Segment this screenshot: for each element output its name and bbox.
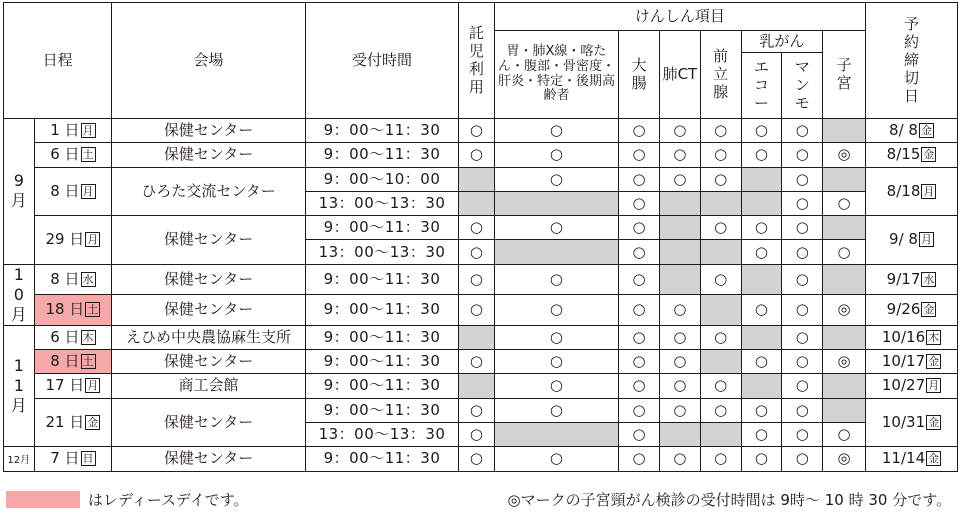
lady-day-legend-text: はレディースデイです。 (88, 491, 249, 509)
checkup-mark-cell: ○ (700, 447, 741, 471)
weekday-badge: 月 (87, 379, 99, 393)
date-cell (34, 167, 112, 216)
header-prostate (700, 31, 741, 119)
deadline-weekday-badge: 金 (928, 355, 940, 369)
deadline-date: 8/ 8 (889, 121, 918, 140)
venue-cell: 商工会館 (112, 374, 306, 398)
checkup-mark-cell: ○ (494, 447, 618, 471)
checkup-mark-cell: ○ (619, 167, 660, 191)
month-label: 9月 (10, 171, 27, 211)
time-cell: 9：00〜11：30 (305, 350, 458, 374)
checkup-mark-cell: ○ (823, 422, 866, 446)
checkup-mark-cell (823, 167, 866, 191)
deadline-cell (866, 447, 958, 471)
deadline-date: 8/18 (886, 181, 921, 200)
date-label: 18 日 (45, 300, 85, 319)
weekday-badge: 月 (87, 233, 99, 247)
checkup-mark-cell: ○ (700, 325, 741, 349)
checkup-mark-cell: ○ (782, 325, 823, 349)
checkup-mark-cell: ○ (459, 240, 495, 264)
header-childcare (459, 3, 495, 119)
checkup-mark-cell: ○ (700, 119, 741, 143)
checkup-mark-cell (823, 374, 866, 398)
checkup-mark-cell (659, 264, 700, 295)
deadline-weekday-badge: 金 (920, 124, 932, 138)
checkup-mark-cell (700, 191, 741, 215)
checkup-mark-cell (741, 325, 782, 349)
checkup-mark-cell (823, 325, 866, 349)
header-time: 受付時間 (305, 3, 458, 119)
checkup-mark-cell: ○ (782, 264, 823, 295)
lady-day-swatch (6, 491, 80, 508)
checkup-mark-cell: ○ (459, 264, 495, 295)
checkup-mark-cell: ○ (741, 143, 782, 167)
checkup-mark-cell: ○ (741, 119, 782, 143)
checkup-mark-cell (741, 191, 782, 215)
deadline-date: 8/15 (886, 145, 921, 164)
deadline-weekday-badge: 月 (920, 233, 932, 247)
month-cell (4, 447, 35, 471)
deadline-weekday-badge: 水 (923, 272, 935, 286)
weekday-badge: 日 (82, 452, 94, 466)
deadline-weekday-badge: 金 (928, 452, 940, 466)
time-cell: 9：00〜11：30 (305, 398, 458, 422)
deadline-weekday-badge: 金 (928, 415, 940, 429)
month-label: 11月 (10, 356, 27, 416)
date-cell (34, 119, 112, 143)
table-row (4, 119, 958, 143)
header-breast-group: 乳がん (741, 31, 823, 53)
checkup-mark-cell: ○ (619, 295, 660, 326)
header-uterus (823, 31, 866, 119)
checkup-mark-cell: ○ (782, 398, 823, 422)
deadline-date: 10/16 (881, 327, 926, 346)
checkup-mark-cell (659, 422, 700, 446)
checkup-mark-cell: ○ (494, 374, 618, 398)
checkup-mark-cell (459, 191, 495, 215)
checkup-mark-cell: ○ (619, 350, 660, 374)
time-cell: 13：00〜13：30 (305, 191, 458, 215)
checkup-mark-cell (823, 119, 866, 143)
header-deadline-label: 予約締切日 (904, 15, 920, 106)
checkup-mark-cell (823, 398, 866, 422)
deadline-cell (866, 216, 958, 265)
weekday-badge: 土 (82, 355, 94, 369)
date-label: 6 日 (50, 327, 80, 346)
deadline-date: 9/ 8 (889, 230, 918, 249)
date-cell (34, 216, 112, 265)
checkup-mark-cell: ○ (619, 374, 660, 398)
header-stomach-etc: 胃・肺X線・喀たん・腹部・骨密度・肝炎・特定・後期高齢者 (494, 31, 618, 119)
deadline-cell (866, 119, 958, 143)
venue-cell: ひろた交流センター (112, 167, 306, 216)
time-cell: 13：00〜13：30 (305, 240, 458, 264)
checkup-mark-cell: ○ (494, 216, 618, 240)
checkup-mark-cell: ○ (700, 167, 741, 191)
weekday-badge: 金 (87, 415, 99, 429)
checkup-mark-cell: ○ (494, 295, 618, 326)
checkup-mark-cell: ○ (459, 350, 495, 374)
checkup-mark-cell: ○ (494, 119, 618, 143)
venue-cell: えひめ中央農協麻生支所 (112, 325, 306, 349)
date-label: 8 日 (50, 352, 80, 371)
checkup-mark-cell: ○ (700, 374, 741, 398)
checkup-mark-cell: ○ (741, 447, 782, 471)
checkup-mark-cell: ○ (782, 119, 823, 143)
time-cell: 9：00〜11：30 (305, 374, 458, 398)
date-cell (34, 264, 112, 295)
weekday-badge: 土 (87, 303, 99, 317)
checkup-mark-cell (459, 374, 495, 398)
venue-cell: 保健センター (112, 447, 306, 471)
checkup-mark-cell: ○ (619, 143, 660, 167)
date-label: 29 日 (45, 230, 85, 249)
checkup-mark-cell: ○ (700, 216, 741, 240)
deadline-weekday-badge: 金 (923, 148, 935, 162)
checkup-mark-cell (459, 325, 495, 349)
checkup-mark-cell: ○ (459, 143, 495, 167)
header-mammo (782, 53, 823, 119)
venue-cell: 保健センター (112, 295, 306, 326)
checkup-mark-cell (494, 191, 618, 215)
checkup-mark-cell: ○ (659, 325, 700, 349)
header-checkup-group: けんしん項目 (494, 3, 865, 31)
checkup-mark-cell: ○ (619, 398, 660, 422)
date-label: 6 日 (50, 145, 80, 164)
checkup-mark-cell: ○ (700, 264, 741, 295)
venue-cell: 保健センター (112, 398, 306, 447)
checkup-mark-cell (659, 240, 700, 264)
date-cell (34, 350, 112, 374)
table-row (4, 325, 958, 349)
checkup-mark-cell: ◎ (823, 143, 866, 167)
deadline-weekday-badge: 木 (928, 330, 940, 344)
checkup-mark-cell: ◎ (823, 295, 866, 326)
checkup-mark-cell: ○ (782, 240, 823, 264)
time-cell: 9：00〜11：30 (305, 264, 458, 295)
checkup-mark-cell: ○ (741, 216, 782, 240)
month-cell (4, 119, 35, 265)
checkup-mark-cell (823, 216, 866, 240)
checkup-mark-cell: ○ (741, 240, 782, 264)
checkup-mark-cell: ○ (494, 350, 618, 374)
checkup-mark-cell (659, 191, 700, 215)
checkup-mark-cell: ○ (659, 143, 700, 167)
header-mammo-label: マンモ (794, 58, 810, 113)
checkup-mark-cell (459, 167, 495, 191)
date-cell (34, 143, 112, 167)
checkup-mark-cell: ○ (459, 447, 495, 471)
time-cell: 9：00〜11：30 (305, 295, 458, 326)
header-uterus-label: 子宮 (836, 56, 852, 93)
deadline-date: 10/27 (881, 376, 926, 395)
deadline-date: 10/17 (881, 352, 926, 371)
deadline-date: 11/14 (881, 449, 926, 468)
header-colon (619, 31, 660, 119)
date-cell (34, 374, 112, 398)
time-cell: 9：00〜11：30 (305, 325, 458, 349)
uterus-time-note: ◎マークの子宮頸がん検診の受付時間は 9時〜 10 時 30 分です。 (507, 491, 951, 509)
deadline-weekday-badge: 月 (928, 379, 940, 393)
venue-cell: 保健センター (112, 350, 306, 374)
checkup-mark-cell (700, 240, 741, 264)
time-cell: 9：00〜11：30 (305, 216, 458, 240)
checkup-mark-cell: ○ (741, 350, 782, 374)
checkup-mark-cell: ○ (494, 398, 618, 422)
checkup-mark-cell: ○ (459, 216, 495, 240)
checkup-mark-cell: ○ (782, 422, 823, 446)
month-label: 10月 (10, 264, 27, 324)
checkup-mark-cell: ○ (782, 191, 823, 215)
deadline-weekday-badge: 金 (923, 303, 935, 317)
checkup-mark-cell: ○ (659, 119, 700, 143)
header-deadline (866, 3, 958, 119)
header-lung-ct (659, 31, 700, 119)
weekday-badge: 月 (82, 184, 94, 198)
month-cell (4, 264, 35, 325)
checkup-mark-cell (700, 295, 741, 326)
deadline-date: 10/31 (881, 412, 926, 431)
checkup-mark-cell: ○ (659, 447, 700, 471)
checkup-mark-cell (494, 422, 618, 446)
checkup-mark-cell: ○ (659, 350, 700, 374)
checkup-mark-cell: ○ (619, 422, 660, 446)
checkup-mark-cell: ○ (619, 240, 660, 264)
time-cell: 9：00〜10：00 (305, 167, 458, 191)
checkup-mark-cell: ○ (619, 191, 660, 215)
checkup-mark-cell: ○ (659, 295, 700, 326)
checkup-mark-cell: ○ (782, 350, 823, 374)
date-label: 8 日 (50, 181, 80, 200)
checkup-mark-cell: ○ (782, 447, 823, 471)
date-label: 17 日 (45, 376, 85, 395)
checkup-mark-cell: ○ (619, 447, 660, 471)
checkup-mark-cell (659, 216, 700, 240)
header-childcare-label: 託児利用 (468, 24, 484, 97)
checkup-mark-cell: ○ (459, 422, 495, 446)
checkup-mark-cell: ○ (619, 325, 660, 349)
deadline-date: 9/17 (886, 269, 921, 288)
checkup-mark-cell: ○ (459, 119, 495, 143)
deadline-cell (866, 325, 958, 349)
header-venue: 会場 (112, 3, 306, 119)
table-row (4, 167, 958, 191)
month-label: 12月 (7, 455, 31, 467)
checkup-mark-cell: ○ (741, 422, 782, 446)
table-row (4, 216, 958, 240)
deadline-weekday-badge: 月 (923, 184, 935, 198)
time-cell: 9：00〜11：30 (305, 119, 458, 143)
date-label: 8 日 (50, 269, 80, 288)
checkup-mark-cell: ○ (619, 216, 660, 240)
deadline-cell (866, 167, 958, 216)
venue-cell: 保健センター (112, 119, 306, 143)
date-label: 21 日 (45, 412, 85, 431)
date-label: 7 日 (50, 449, 80, 468)
weekday-badge: 月 (82, 124, 94, 138)
header-lung-ct-label: 肺CT (662, 65, 698, 84)
header-echo (741, 53, 782, 119)
checkup-mark-cell: ○ (494, 325, 618, 349)
date-cell (34, 398, 112, 447)
header-echo-label: エコー (753, 58, 769, 113)
checkup-mark-cell (741, 264, 782, 295)
table-row (4, 350, 958, 374)
checkup-mark-cell: ○ (782, 216, 823, 240)
lady-day-legend (6, 489, 249, 510)
checkup-mark-cell: ○ (782, 143, 823, 167)
venue-cell: 保健センター (112, 216, 306, 265)
checkup-mark-cell (700, 422, 741, 446)
table-row (4, 264, 958, 295)
time-cell: 9：00〜11：30 (305, 143, 458, 167)
checkup-mark-cell (494, 240, 618, 264)
weekday-badge: 土 (82, 148, 94, 162)
checkup-mark-cell: ○ (494, 143, 618, 167)
checkup-mark-cell: ◎ (823, 350, 866, 374)
checkup-mark-cell: ○ (782, 295, 823, 326)
deadline-cell (866, 295, 958, 326)
header-date: 日程 (4, 3, 112, 119)
checkup-mark-cell (741, 167, 782, 191)
table-row (4, 295, 958, 326)
schedule-body (4, 119, 958, 472)
checkup-mark-cell: ○ (741, 295, 782, 326)
time-cell: 9：00〜11：30 (305, 447, 458, 471)
checkup-mark-cell: ○ (741, 398, 782, 422)
deadline-cell (866, 398, 958, 447)
checkup-mark-cell: ○ (659, 398, 700, 422)
checkup-mark-cell: ○ (459, 295, 495, 326)
checkup-schedule-table (3, 2, 958, 472)
header-prostate-label: 前立腺 (713, 47, 729, 102)
deadline-cell (866, 264, 958, 295)
deadline-cell (866, 350, 958, 374)
month-cell (4, 325, 35, 446)
checkup-mark-cell: ○ (619, 264, 660, 295)
checkup-mark-cell: ○ (823, 240, 866, 264)
weekday-badge: 木 (82, 330, 94, 344)
checkup-mark-cell: ○ (494, 167, 618, 191)
date-cell (34, 325, 112, 349)
checkup-mark-cell: ○ (782, 374, 823, 398)
table-row (4, 143, 958, 167)
deadline-cell (866, 143, 958, 167)
checkup-mark-cell (741, 374, 782, 398)
deadline-cell (866, 374, 958, 398)
checkup-mark-cell: ○ (494, 264, 618, 295)
table-row (4, 374, 958, 398)
table-row (4, 447, 958, 471)
checkup-mark-cell: ○ (782, 167, 823, 191)
checkup-mark-cell (700, 350, 741, 374)
checkup-mark-cell: ○ (823, 191, 866, 215)
checkup-mark-cell: ○ (700, 143, 741, 167)
date-label: 1 日 (50, 121, 80, 140)
checkup-mark-cell: ○ (700, 398, 741, 422)
deadline-date: 9/26 (886, 300, 921, 319)
date-cell (34, 447, 112, 471)
checkup-mark-cell: ◎ (823, 447, 866, 471)
venue-cell: 保健センター (112, 143, 306, 167)
checkup-mark-cell: ○ (659, 374, 700, 398)
weekday-badge: 水 (82, 272, 94, 286)
checkup-mark-cell: ○ (459, 398, 495, 422)
venue-cell: 保健センター (112, 264, 306, 295)
checkup-mark-cell (823, 264, 866, 295)
table-row (4, 398, 958, 422)
checkup-mark-cell: ○ (659, 167, 700, 191)
time-cell: 13：00〜13：30 (305, 422, 458, 446)
date-cell (34, 295, 112, 326)
header-colon-label: 大腸 (631, 56, 647, 93)
checkup-mark-cell: ○ (619, 119, 660, 143)
